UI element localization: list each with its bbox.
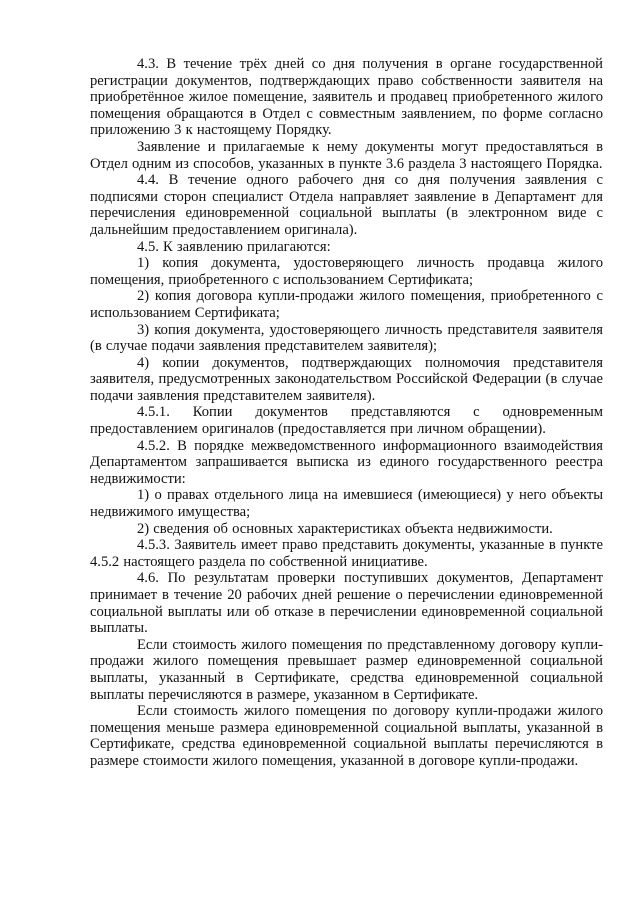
list-item-representative-authority: 4) копии документов, подтверждающих полномочия представителя заявителя, предусмотренных законодательством Российской Федерации (в случае подачи заявления представителем заявителя). bbox=[90, 354, 603, 404]
paragraph-4-4: 4.4. В течение одного рабочего дня со дня получения заявления с подписями сторон специалист Отдела направляет заявление в Департамент для перечисления единовременной социальной выплаты (в электронном виде с дальнейшим предоставлением оригинала). bbox=[90, 172, 603, 238]
list-item-representative-id-copy: 3) копия документа, удостоверяющего личность представителя заявителя (в случае подачи заявления представителем заявителя); bbox=[90, 321, 603, 355]
paragraph-4-6: 4.6. По результатам проверки поступивших документов, Департамент принимает в течение 20 рабочих дней решение о перечислении единовременной социальной выплаты или об отказе в перечислении единовременной социальной выплаты. bbox=[90, 570, 603, 637]
paragraph-application-methods: Заявление и прилагаемые к нему документы могут предоставляться в Отдел одним из способов, указанных в пункте 3.6 раздела 3 настоящего Порядка. bbox=[90, 138, 603, 172]
paragraph-4-5-2: 4.5.2. В порядке межведомственного информационного взаимодействия Департаментом запрашивается выписка из единого государственного реестра недвижимости: bbox=[90, 437, 603, 487]
document-page bbox=[90, 56, 603, 770]
paragraph-cost-below-payment: Если стоимость жилого помещения по договору купли-продажи жилого помещения меньше размера единовременной социальной выплаты, указанной в Сертификате, средства единовременной социальной выплаты перечисляются в размере стоимости жилого помещения, указанной в договоре купли-продажи. bbox=[90, 703, 603, 769]
list-item-property-rights: 1) о правах отдельного лица на имевшиеся (имеющиеся) у него объекты недвижимого имущества; bbox=[90, 487, 603, 521]
paragraph-4-3: 4.3. В течение трёх дней со дня получения в органе государственной регистрации документов, подтверждающих право собственности заявителя на приобретённое жилое помещение, заявитель и продавец приобретенного жилого помещения обращаются в Отдел с совместным заявлением, по форме согласно приложению 3 к настоящему Порядку. bbox=[90, 56, 603, 139]
list-item-contract-copy: 2) копия договора купли-продажи жилого помещения, приобретенного с использованием Сертификата; bbox=[90, 288, 603, 321]
list-item-property-characteristics: 2) сведения об основных характеристиках объекта недвижимости. bbox=[137, 520, 553, 537]
paragraph-4-5-3: 4.5.3. Заявитель имеет право представить документы, указанные в пункте 4.5.2 настоящего раздела по собственной инициативе. bbox=[90, 537, 603, 570]
paragraph-4-5: 4.5. К заявлению прилагаются: bbox=[137, 238, 331, 255]
paragraph-cost-exceeds-payment: Если стоимость жилого помещения по представленному договору купли-продажи жилого помещения превышает размер единовременной социальной выплаты, указанный в Сертификате, средства единовременной социальной выплаты перечисляются в размере, указанном в Сертификате. bbox=[90, 636, 603, 703]
paragraph-4-5-1: 4.5.1. Копии документов представляются с одновременным предоставлением оригиналов (предоставляется при личном обращении). bbox=[90, 404, 603, 438]
list-item-seller-id-copy: 1) копия документа, удостоверяющего личность продавца жилого помещения, приобретенного с использованием Сертификата; bbox=[90, 255, 603, 288]
